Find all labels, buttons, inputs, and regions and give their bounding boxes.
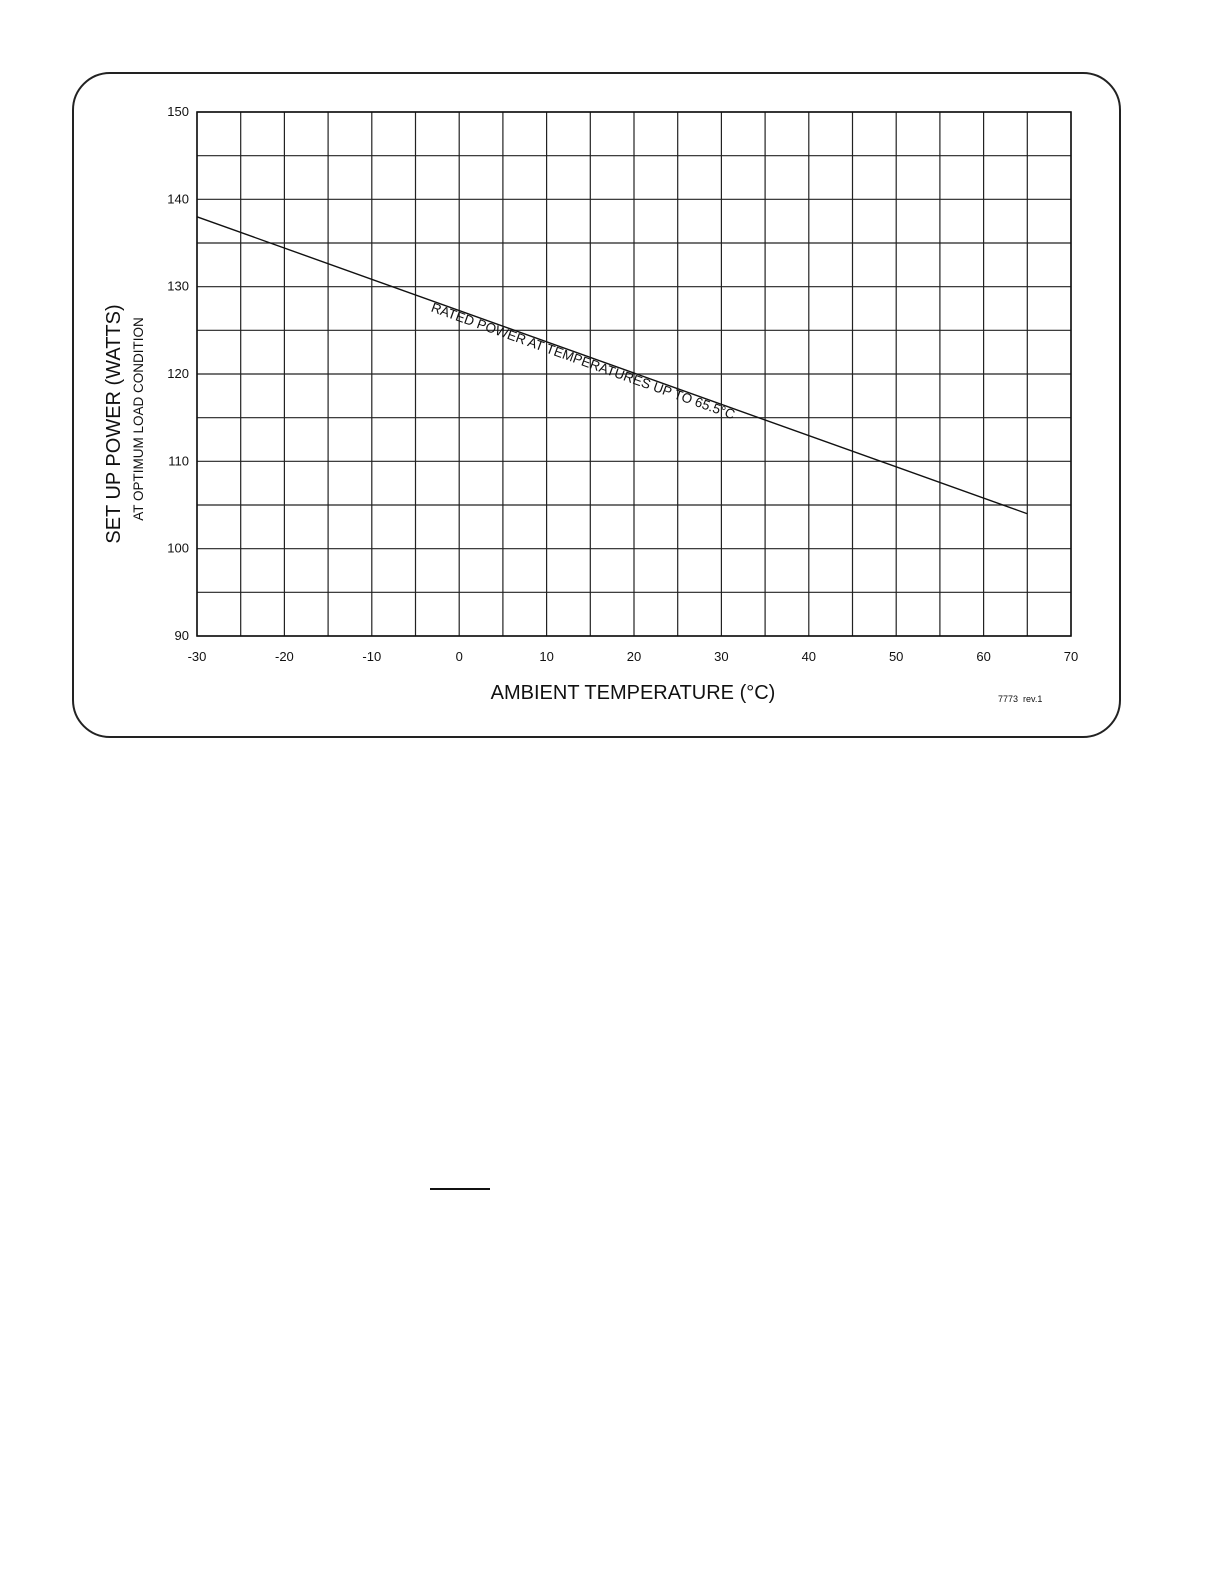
x-tick-label: -10: [362, 649, 382, 664]
y-tick-label: 110: [168, 453, 189, 469]
x-tick-label: 0: [455, 649, 463, 664]
y-tick-label: 100: [167, 540, 189, 556]
x-tick-label: 10: [539, 649, 554, 664]
x-tick-label: -20: [275, 649, 294, 664]
y-tick-label: 120: [167, 366, 189, 381]
x-tick-label: -30: [187, 649, 207, 664]
x-tick-label: 30: [714, 649, 729, 664]
x-axis-label: AMBIENT TEMPERATURE (°C): [490, 682, 776, 704]
x-tick-label: 50: [888, 649, 904, 664]
x-tick-label: 40: [801, 649, 817, 664]
y-tick-label: 90: [174, 628, 189, 643]
y-axis-sublabel: AT OPTIMUM LOAD CONDITION: [131, 317, 146, 521]
y-tick-labels: [167, 104, 189, 643]
rated-power-annotation: RATED POWER AT TEMPERATURES UP TO 65.5°C: [429, 299, 737, 423]
y-tick-label: 140: [167, 191, 189, 207]
x-tick-label: 20: [626, 649, 642, 664]
horizontal-rule: [430, 1188, 490, 1190]
y-axis-label: SET UP POWER (WATTS): [103, 304, 125, 544]
x-tick-label: 70: [1063, 649, 1079, 664]
y-tick-label: 150: [167, 104, 189, 119]
figure-code: 7773 rev.1: [998, 694, 1043, 704]
chart: [0, 0, 1224, 760]
x-tick-labels: [188, 649, 1079, 664]
x-tick-label: 60: [976, 649, 991, 664]
y-tick-label: 130: [167, 278, 189, 294]
